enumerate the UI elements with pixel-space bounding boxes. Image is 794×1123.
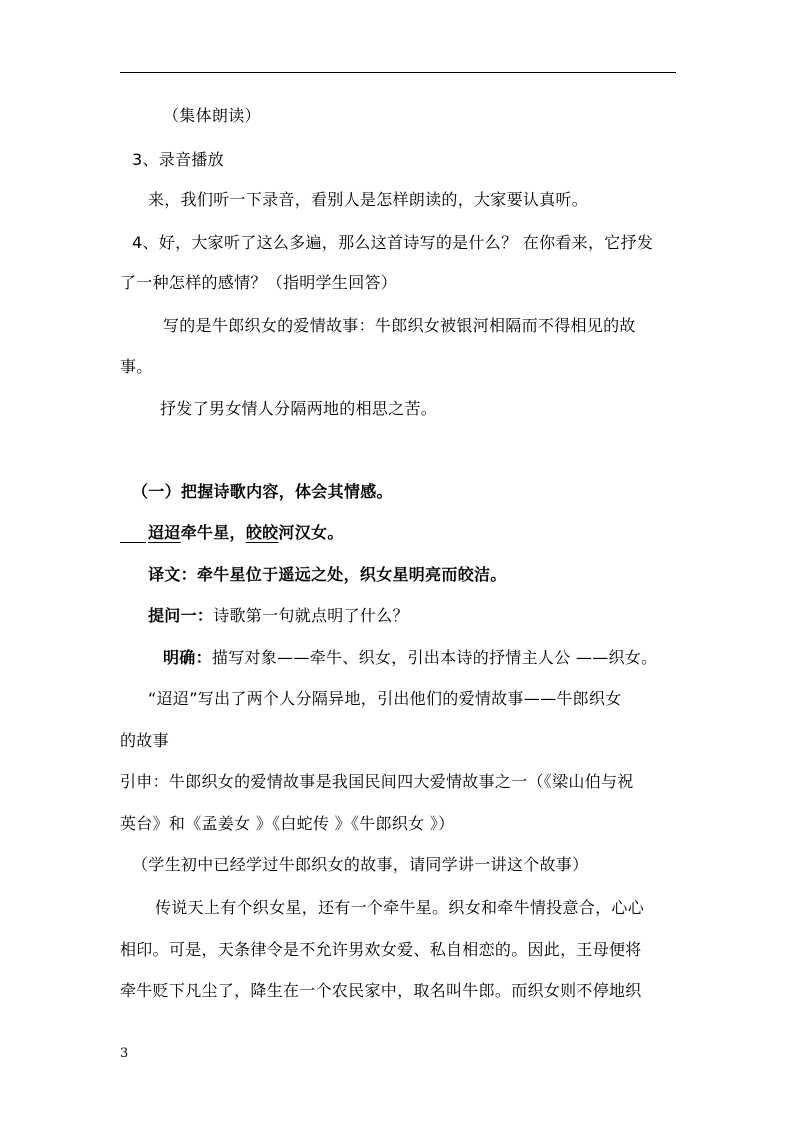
text-line-18: 传说天上有个织女星，还有一个牵牛星。织女和牵牛情投意合，心心 bbox=[155, 898, 645, 917]
verse-part-b: 牵牛星， bbox=[180, 523, 246, 542]
text-line-1: （集体朗读） bbox=[163, 106, 261, 125]
text-line-19: 相印。可是，天条律令是不允许男欢女爱、私自相恋的。因此，王母便将 bbox=[120, 940, 642, 959]
verse-line bbox=[120, 523, 344, 543]
verse-part-d: 河汉女。 bbox=[278, 523, 344, 542]
text-line-14: 的故事 bbox=[120, 731, 169, 750]
verse-blank bbox=[120, 524, 146, 543]
text-line-4: 4、好，大家听了这么多遍，那么这首诗写的是什么？ 在你看来，它抒发 bbox=[132, 233, 654, 252]
verse-word-tiaotiao: 迢迢 bbox=[148, 523, 181, 542]
answer-text: 描写对象——牵牛、织女，引出本诗的抒情主人公 ——织女。 bbox=[211, 648, 658, 667]
text-line-13: “迢迢”写出了两个人分隔异地，引出他们的爱情故事——牛郎织女 bbox=[148, 689, 622, 708]
header-rule bbox=[120, 72, 676, 73]
section-heading: （一）把握诗歌内容，体会其情感。 bbox=[132, 482, 393, 501]
text-line-6: 写的是牛郎织女的爱情故事：牛郎织女被银河相隔而不得相见的故 bbox=[163, 316, 636, 335]
text-line-15: 引申：牛郎织女的爱情故事是我国民间四大爱情故事之一（《梁山伯与祝 bbox=[120, 772, 634, 791]
text-line-8: 抒发了男女情人分隔两地的相思之苦。 bbox=[160, 399, 438, 418]
text-line-20: 牵牛贬下凡尘了，降生在一个农民家中，取名叫牛郎。而织女则不停地织 bbox=[120, 981, 642, 1000]
question-label: 提问一： bbox=[148, 606, 214, 625]
text-line-17: （学生初中已经学过牛郎织女的故事，请同学讲一讲这个故事） bbox=[132, 855, 589, 874]
answer-label: 明确： bbox=[163, 648, 212, 667]
question-text: 诗歌第一句就点明了什么？ bbox=[213, 606, 409, 625]
text-line-2: 3、录音播放 bbox=[132, 150, 224, 169]
text-line-5: 了一种怎样的感情？（指明学生回答） bbox=[120, 273, 398, 292]
page-number: 3 bbox=[120, 1046, 129, 1061]
answer-line bbox=[163, 648, 657, 668]
text-line-16: 英台》和《孟姜女 》《白蛇传 》《牛郎织女 》） bbox=[120, 814, 455, 833]
text-line-3: 来，我们听一下录音，看别人是怎样朗读的，大家要认真听。 bbox=[148, 190, 589, 209]
question-line bbox=[148, 606, 409, 626]
text-line-7: 事。 bbox=[120, 357, 153, 376]
verse-word-jiaojiao: 皎皎 bbox=[245, 523, 279, 542]
translation-line: 译文：牵牛星位于遥远之处，织女星明亮而皎洁。 bbox=[148, 565, 507, 584]
